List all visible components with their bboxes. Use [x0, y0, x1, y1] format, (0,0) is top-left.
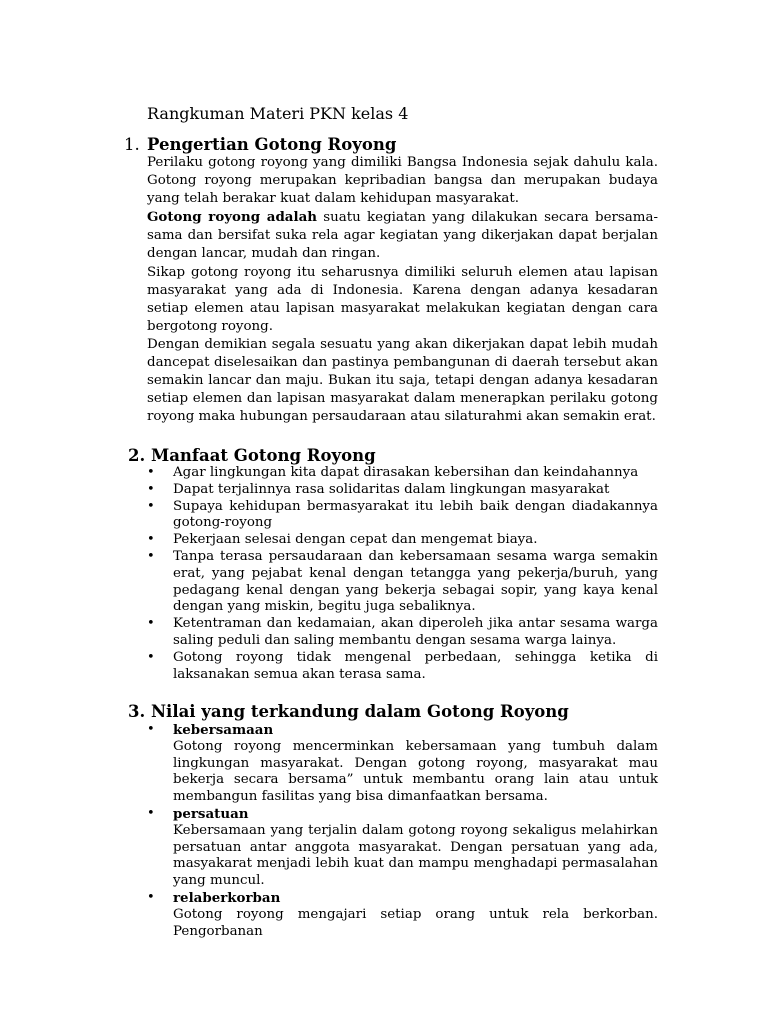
list-item	[147, 465, 658, 482]
benefits-list	[147, 465, 658, 683]
section-1-number: 1.	[124, 135, 140, 154]
list-item	[147, 722, 658, 806]
list-item	[147, 650, 658, 684]
bullet-icon: •	[147, 532, 155, 548]
list-item-text: Ketentraman dan kedamaian, akan diperoleh jika antar sesama warga saling peduli dan saling membantu dengan sesama warga lainya.	[173, 616, 658, 648]
list-item	[147, 532, 658, 549]
value-description: Kebersamaan yang terjalin dalam gotong royong sekaligus melahirkan persatuan antar anggota masyarakat. Dengan persatuan yang ada, masyakarat menjadi lebih kuat dan mampu menghadapi permasalahan yang muncul.	[173, 822, 658, 889]
list-item-text: Gotong royong tidak mengenal perbedaan, sehingga ketika di laksanakan semua akan terasa sama.	[173, 649, 658, 682]
bullet-icon: •	[147, 548, 155, 564]
list-item-text: Pekerjaan selesai dengan cepat dan mengemat biaya.	[173, 532, 538, 548]
section-2-heading: 2. Manfaat Gotong Royong	[128, 446, 376, 465]
list-item-text: Tanpa terasa persaudaraan dan kebersamaan sesama warga semakin erat, yang pejabat kenal dengan tetangga yang pekerja/buruh, yang pedagang kenal dengan yang bekerja sebagai sopir, yang kaya kenal dengan yang miskin, begitu juga sebaliknya.	[173, 548, 658, 615]
value-description: Gotong royong mencerminkan kebersamaan yang tumbuh dalam lingkungan masyarakat. Dengan gotong royong, masyarakat mau bekerja secara bersama” untuk membantu orang lain atau untuk membangun fasilitas yang bisa dimanfaatkan bersama.	[173, 738, 658, 805]
list-item	[147, 890, 658, 940]
list-item	[147, 806, 658, 890]
bullet-icon: •	[147, 498, 155, 514]
section-1-paragraph-4: Dengan demikian segala sesuatu yang akan dikerjakan dapat lebih mudah dancepat diselesaikan dan pastinya pembangunan di daerah tersebut akan semakin lancar dan maju. Bukan itu saja, tetapi dengan adanya kesadaran setiap elemen dan lapisan masyarakat dalam menerapkan perilaku gotong royong maka hubungan persaudaraan atau silaturahmi akan semakin erat.	[147, 336, 658, 425]
definition-text: suatu kegiatan yang dilakukan secara bersama-sama dan bersifat suka rela agar kegiatan yang dikerjakan dapat berjalan dengan lancar, mudah dan ringan.	[147, 210, 658, 262]
bullet-icon: •	[147, 465, 155, 480]
bullet-icon: •	[147, 616, 155, 632]
document-title: Rangkuman Materi PKN kelas 4	[147, 104, 409, 123]
value-term: persatuan	[173, 805, 249, 822]
list-item	[147, 499, 658, 533]
bullet-icon: •	[147, 649, 155, 665]
bullet-icon: •	[147, 805, 155, 821]
list-item	[147, 616, 658, 650]
list-item	[147, 549, 658, 616]
section-1-body	[147, 154, 658, 426]
list-item-text: Supaya kehidupan bermasyarakat itu lebih baik dengan diadakannya gotong-royong	[173, 498, 658, 531]
definition-term: Gotong royong adalah	[147, 209, 317, 226]
value-description: Gotong royong mengajari setiap orang untuk rela berkorban. Pengorbanan	[173, 906, 658, 939]
section-1-heading-text: Pengertian Gotong Royong	[147, 135, 397, 154]
value-term: kebersamaan	[173, 722, 274, 738]
section-1-paragraph-3: Sikap gotong royong itu seharusnya dimiliki seluruh elemen atau lapisan masyarakat yang ada di Indonesia. Karena dengan adanya kesadaran setiap elemen atau lapisan masyarakat melakukan kegiatan dengan cara bergotong royong.	[147, 264, 658, 334]
values-list	[147, 722, 658, 940]
section-1-paragraph-1: Perilaku gotong royong yang dimiliki Bangsa Indonesia sejak dahulu kala. Gotong royong merupakan kepribadian bangsa dan merupakan budaya yang telah berakar kuat dalam kehidupan masyarakat.	[147, 155, 658, 207]
bullet-icon: •	[147, 722, 155, 737]
list-item-text: Agar lingkungan kita dapat dirasakan kebersihan dan keindahannya	[173, 465, 639, 480]
list-item-text: Dapat terjalinnya rasa solidaritas dalam lingkungan masyarakat	[173, 481, 610, 497]
bullet-icon: •	[147, 481, 155, 497]
value-term: relaberkorban	[173, 889, 281, 906]
section-3-heading: 3. Nilai yang terkandung dalam Gotong Royong	[128, 702, 569, 721]
list-item	[147, 482, 658, 499]
section-1-paragraph-2	[147, 208, 658, 263]
bullet-icon: •	[147, 889, 155, 905]
section-1-heading	[124, 135, 396, 155]
